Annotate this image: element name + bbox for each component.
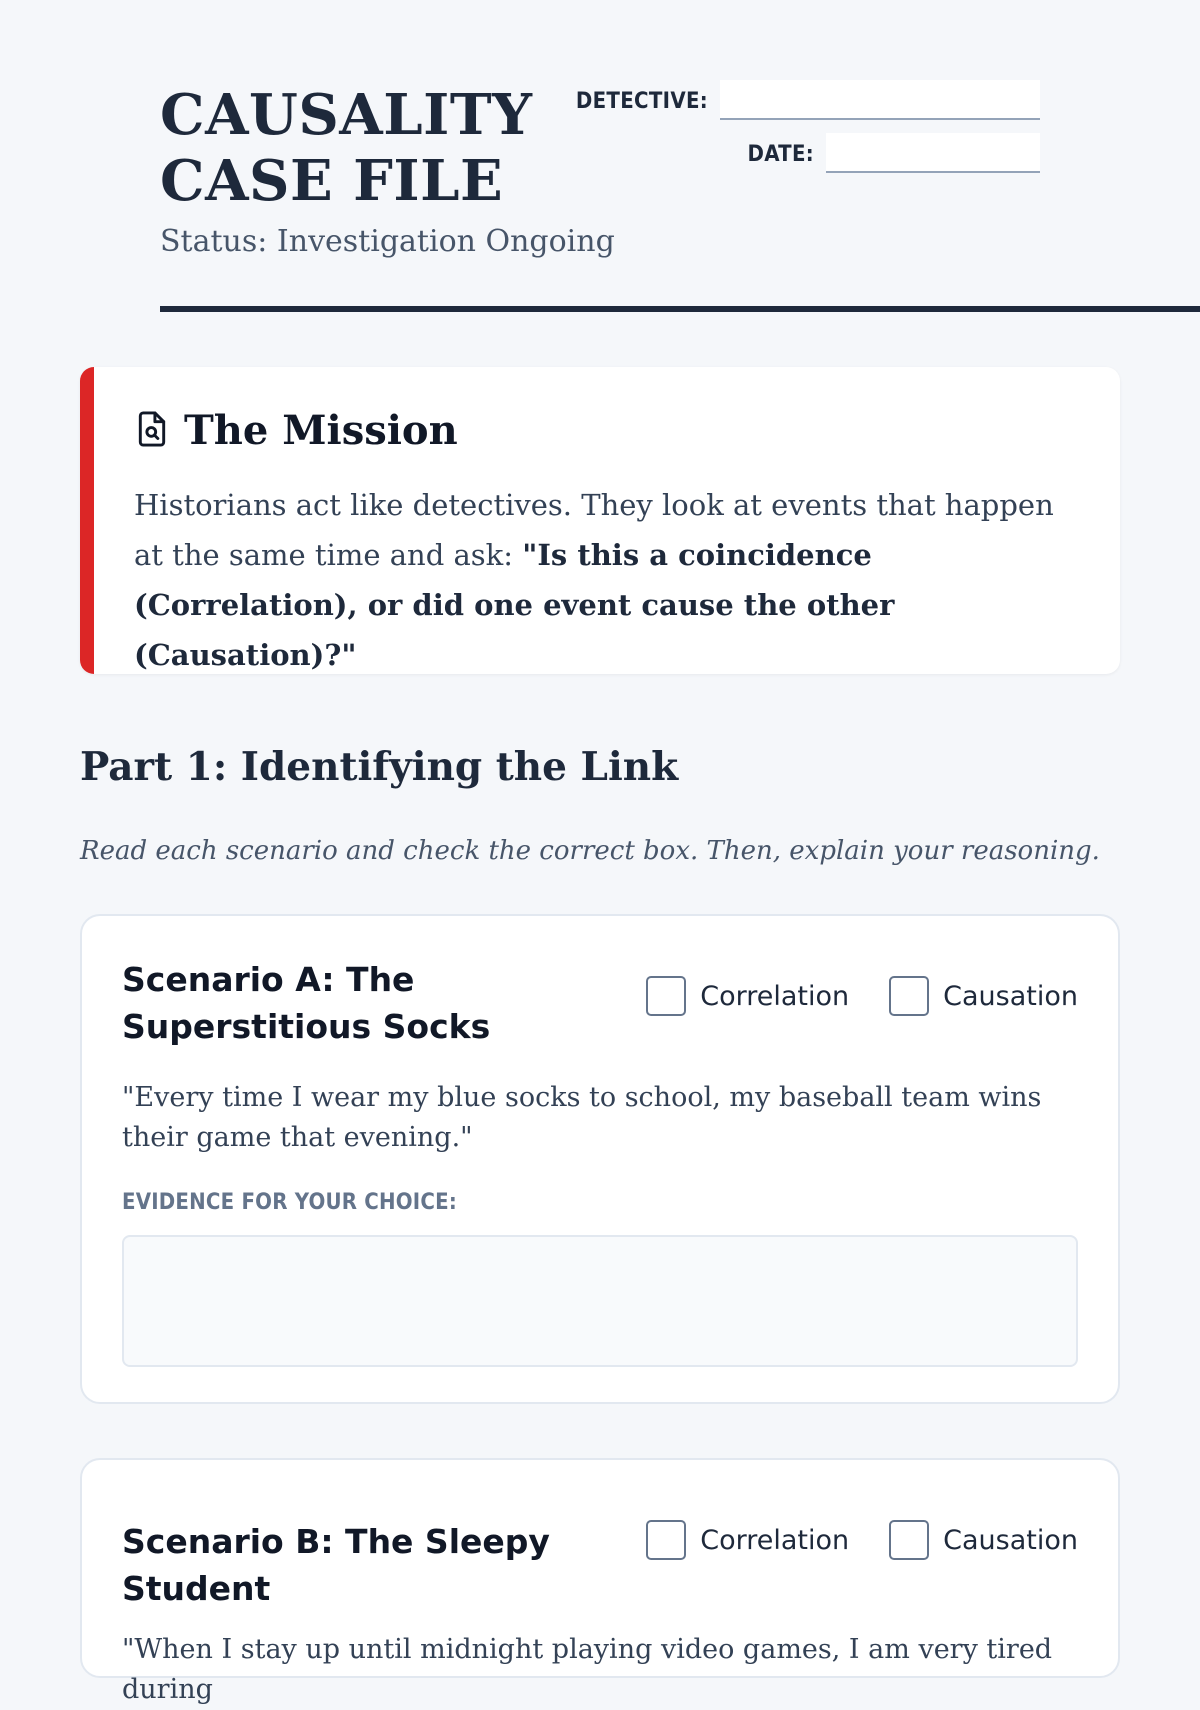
- mission-card: [80, 367, 1120, 674]
- choice-correlation[interactable]: [646, 976, 849, 1016]
- choice-correlation[interactable]: [646, 1520, 849, 1560]
- scenario-quote: "When I stay up until midnight playing video games, I am very tired during: [122, 1634, 1053, 1705]
- page-title: CAUSALITY CASE FILE: [160, 82, 533, 214]
- choice-group: [606, 1520, 1078, 1560]
- mission-text: [134, 480, 1080, 680]
- document-search-icon: [134, 410, 184, 452]
- case-file-header: [80, 0, 1120, 315]
- date-row: [748, 133, 1041, 173]
- scenario-title: Scenario A: The Superstitious Socks: [122, 960, 491, 1046]
- mission-header: [134, 407, 1080, 454]
- correlation-label[interactable]: Correlation: [700, 980, 850, 1012]
- choice-group: [606, 976, 1078, 1016]
- status-text: Status: Investigation Ongoing: [160, 224, 615, 259]
- evidence-input[interactable]: [122, 1235, 1078, 1367]
- correlation-checkbox[interactable]: [646, 1520, 686, 1560]
- choice-causation[interactable]: [889, 1520, 1078, 1560]
- header-divider: [160, 306, 1200, 312]
- part-1-instructions: Read each scenario and check the correct box. Then, explain your reasoning.: [80, 836, 1100, 866]
- date-field[interactable]: [826, 133, 1040, 173]
- scenario-header: [122, 1500, 1078, 1612]
- causation-label[interactable]: Causation: [943, 1524, 1078, 1556]
- detective-label: DETECTIVE:: [575, 89, 708, 114]
- causation-label[interactable]: Causation: [943, 980, 1078, 1012]
- scenario-quote: "Every time I wear my blue socks to school, my baseball team wins their game that evening.": [122, 1082, 1042, 1153]
- part-1-title: Part 1: Identifying the Link: [80, 744, 679, 790]
- scenario-card-a: [80, 914, 1120, 1404]
- mission-question: "Is this a coincidence (Correlation), or did one event cause the other (Causation)?": [134, 538, 895, 672]
- choice-causation[interactable]: [889, 976, 1078, 1016]
- correlation-label[interactable]: Correlation: [700, 1524, 850, 1556]
- scenario-card-b: [80, 1458, 1120, 1705]
- correlation-checkbox[interactable]: [646, 976, 686, 1016]
- detective-field[interactable]: [720, 80, 1040, 120]
- causation-checkbox[interactable]: [889, 976, 929, 1016]
- causation-checkbox[interactable]: [889, 1520, 929, 1560]
- evidence-label: EVIDENCE FOR YOUR CHOICE:: [122, 1190, 457, 1215]
- detective-row: [576, 80, 1040, 120]
- mission-intro: Historians act like detectives. They look at events that happen at the same time and ask:: [134, 488, 1054, 572]
- date-label: DATE:: [747, 142, 814, 167]
- scenario-title: Scenario B: The Sleepy Student: [122, 1522, 550, 1608]
- scenario-header: [122, 956, 1078, 1050]
- mission-title: The Mission: [184, 407, 458, 454]
